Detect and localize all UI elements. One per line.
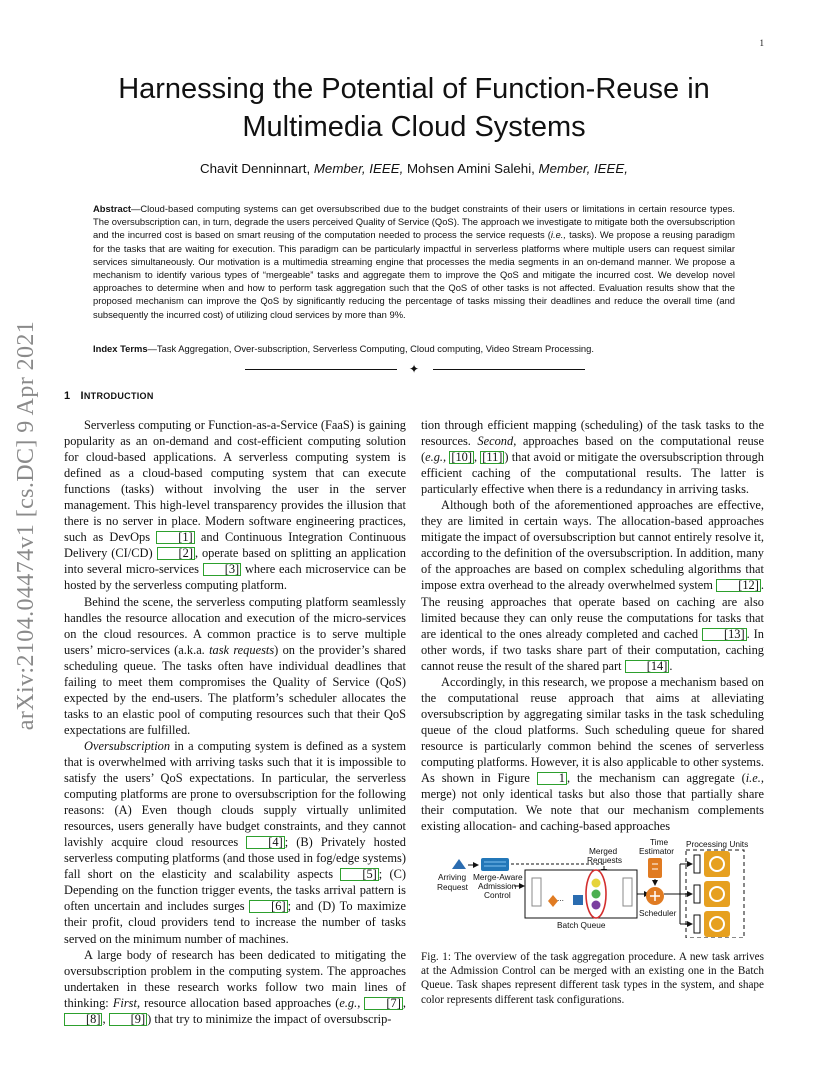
text-run: . The reusing approaches that operate based on caching are also limited because they can only reuse the computations for tasks that are identical to the ones already completed and cached [421,578,764,641]
text-run: ; (B) Privately hosted serverless computing platforms (and those used in fog/edge systems) fall short on the elasticity and scalability aspects [64,835,406,882]
author-2-role: Member, IEEE, [538,161,628,176]
text-run: , operate based on splitting an application into several micro-services [64,546,407,577]
text-run: ; and (D) To maximize their profit, cloud providers tend to increase the number of tasks served on the minimum number of machines. [64,899,406,946]
label-mac-1: Merge-Aware [473,872,523,882]
label-time-2: Estimator [639,846,675,856]
merged-task-purple-icon [592,901,601,910]
abstract-body-b: tasks). We propose a reusing paradigm for the tasks that are waiting for execution. This paradigm can be particularly impactful in serverless platforms where multiple users can request similar services simultaneously. Our motivation is a multimedia streaming engine that processes the media segments in an on-demand manner. We propose a mechanism to identify various types of “mergeable” tasks and aggregate them to improve the QoS and mitigate the incurred cost. We develop novel approaches to determine when and how to perform task aggregation such that the QoS of other tasks is not affected. Evaluation results show that the proposed mechanism can improve the QoS by significantly reducing the percentage of tasks missing their deadlines and reduce the overall time (and subsequently the incurred cost) of utilizing cloud services by more than 9%. [93,229,735,320]
text-run: Although both of the aforementioned approaches are effective, they are limited in certain ways. The allocation-based approaches mitigate the impact of oversubscription but cannot entirely resolve it, according to the definition of the oversubscription. In addition, many of the approaches are based on complex scheduling algorithms that impose extra overhead to the already overwhelmed system [421,498,764,593]
label-mac-2: Admission [478,881,517,891]
merged-task-green-icon [592,890,601,899]
emphasis: i.e., [745,771,764,786]
label-merged-2: Requests [587,855,623,865]
citation-link[interactable]: [14] [625,660,670,673]
title-line-1: Harnessing the Potential of Function-Reuse in [118,73,710,105]
citation-link[interactable]: [5] [340,868,378,881]
text-run: ) that avoid or mitigate the oversubscription through efficient caching of the computational results. The latter is particularly effective when there is a redundancy in arriving tasks. [421,450,764,497]
citation-link[interactable]: [4] [246,836,284,849]
text-run: and Continuous Integration Continuous Delivery (CI/CD) [64,530,406,561]
citation-link[interactable]: [6] [249,900,287,913]
processing-unit-icon [694,851,730,877]
emphasis: e.g., [425,450,447,465]
emphasis: Oversubscription [84,738,171,753]
text-run: where each microservice can be hosted by the serverless computing platform. [64,562,406,593]
text-run: Serverless computing or Function-as-a-Service (FaaS) is gaining popularity as an on-demand and cost-efficient computing solution for cloud-based applications. A serverless computing system is defined as a cloud-based computing system that can execute functions (tasks) without involving the user in the server management. This high-level transparency provides the illusion that there is no server in place. Modern software engineering practices, such as DevOps [64,418,406,545]
section-title-rest: NTRODUCTION [83,391,154,401]
label-time-1: Time [650,837,669,847]
emphasis: task requests [209,642,275,657]
author-1-role: Member, IEEE, [313,161,404,176]
citation-link[interactable]: [12] [716,579,761,592]
text-run: , [402,995,406,1010]
label-mac-3: Control [484,890,511,900]
author-list [80,161,748,176]
admission-control-icon [481,858,509,871]
separator-diamond: ✦ [409,362,420,376]
label-arriving-1: Arriving [438,872,467,882]
text-run: , approaches based on the computational reuse ( [421,434,764,465]
section-number: 1 [64,390,71,402]
separator-rule-right [433,369,585,370]
page-number: 1 [759,38,764,48]
arriving-triangle-icon [452,859,466,869]
text-run: Accordingly, in this research, we propose a mechanism based on the computational reuse approach that aims at alleviating oversubscription by aggregating similar tasks in the task scheduling queue of the cloud platforms. Such scheduling queue for shared resource is particularly common behind the scenes of serverless computing platforms. However, it is also applicable to other systems. As shown in Figure [421,674,764,786]
text-run: . In other words, if two tasks share part of their computation, caching cannot reuse the result of the shared part [421,626,764,673]
citation-link[interactable]: [10] [451,450,472,465]
text-run: ) that try to minimize the impact of oversubscrip- [147,1011,392,1026]
text-run: in a computing system is defined as a system that is overwhelmed with arriving tasks such that it is impossible to satisfy the users’ QoS expectations. In particular, the serverless computing platforms are prone to oversubscription for the following reasons: (A) Even though clouds supply virtually unlimited resources, users generally have budget constraints, and they cannot lavishly acquire cloud resources [64,738,406,850]
text-run: , [473,450,481,465]
author-1-name: Chavit Denninnart, [200,161,314,176]
text-run: merge) not only identical tasks but also those that partially share their computation. We note that our mechanism complements existing allocation- and caching-based approaches [421,787,764,834]
paragraph [64,947,406,1027]
section-title-first: I [80,390,84,402]
paper-title [80,70,748,146]
figure-1 [424,834,764,938]
task-square-icon [573,895,583,905]
label-batch-queue: Batch Queue [557,920,606,930]
index-terms-label: Index Terms [93,343,148,354]
text-run: ) on the provider’s shared scheduling queue. The tasks often have individual deadlines that failing to meet them compromises the Quality of Service (QoS) expected by the end-users. The platform’s scheduler allocates the tasks to an elastic pool of computing resources such that their QoS expectations are fulfilled. [64,642,406,737]
section-heading [64,390,154,402]
body-column-left [64,417,406,1027]
separator-rule-left [245,369,397,370]
label-arriving-2: Request [437,882,468,892]
abstract-label: Abstract [93,203,132,214]
figure-caption: Fig. 1: The overview of the task aggregation procedure. A new task arrives at the Admission Control can be merged with an existing one in the Batch Queue. Task shapes represent different task types in the system, and shape color represents different task configurations. [421,951,764,1006]
citation-link[interactable]: [13] [702,628,747,641]
abstract-ie: i.e., [550,229,567,241]
text-run: , the mechanism can aggregate ( [567,771,746,786]
text-run: tion through efficient mapping (scheduling) of the task tasks to the resources. [421,418,764,449]
body-column-right [421,417,764,834]
emphasis: e.g., [339,995,361,1010]
author-2-name: Mohsen Amini Salehi, [403,161,539,176]
section-separator [245,362,585,381]
merged-task-yellow-icon [592,879,601,888]
paragraph [64,417,406,594]
label-processing-units: Processing Units [686,839,749,849]
figure-1-diagram [424,834,764,938]
index-terms [93,342,735,355]
abstract-body-a: —Cloud-based computing systems can get oversubscribed due to the budget constraints of their users or limitations in certain resource types. The oversubscription can, in turn, degrade the users perceived Quality of Service (QoS). The approach we investigate to mitigate both the oversubscription and the incurred cost is based on smart reusing of the computation needed to process the service requests ( [93,203,735,241]
citation-link[interactable]: [7] [364,997,402,1010]
text-run: Behind the scene, the serverless computing platform seamlessly handles the resource allocation and execution of the micro-services on the cloud resources. A common practice is to serve multiple users’ micro-services (a.k.a. [64,594,406,657]
queue-dots: ... [557,893,564,903]
paragraph [421,497,764,674]
batch-queue-box [525,870,637,918]
processing-unit-icon [694,911,730,937]
arxiv-stamp-container [12,293,42,758]
text-run: A large body of research has been dedicated to mitigating the oversubscription problem in the computing system. The approaches undertaken in these research works follow two main lines of thinking: [64,947,406,1010]
text-run: , resource allocation based approaches ( [136,995,340,1010]
text-run: , [102,1011,109,1026]
index-terms-body: —Task Aggregation, Over-subscription, Serverless Computing, Cloud computing, Video Stream Processing. [147,343,594,354]
arxiv-stamp: arXiv:2104.04474v1 [cs.DC] 9 Apr 2021 [13,320,40,731]
citation-link[interactable]: [1] [156,531,194,544]
paragraph [421,417,764,497]
label-merged-1: Merged [589,846,618,856]
abstract [93,202,735,321]
emphasis: Second [477,434,514,449]
figure-link[interactable]: 1 [537,772,567,785]
text-run: ; (C) Depending on the function trigger events, the tasks arrival pattern is often uncertain and includes surges [64,867,406,914]
paragraph [421,674,764,834]
citation-link[interactable]: [3] [203,563,241,576]
citation-link[interactable]: [11] [482,450,503,465]
time-estimator-icon [648,858,662,878]
title-line-2: Multimedia Cloud Systems [242,111,586,143]
label-scheduler: Scheduler [639,908,677,918]
paragraph [64,738,406,947]
processing-unit-icon [694,881,730,907]
text-run: . [669,658,673,673]
citation-link[interactable]: [2] [157,547,195,560]
paragraph [64,594,406,738]
emphasis: First [112,995,137,1010]
citation-link[interactable]: [8] [64,1013,102,1026]
citation-link[interactable]: [9] [109,1013,147,1026]
